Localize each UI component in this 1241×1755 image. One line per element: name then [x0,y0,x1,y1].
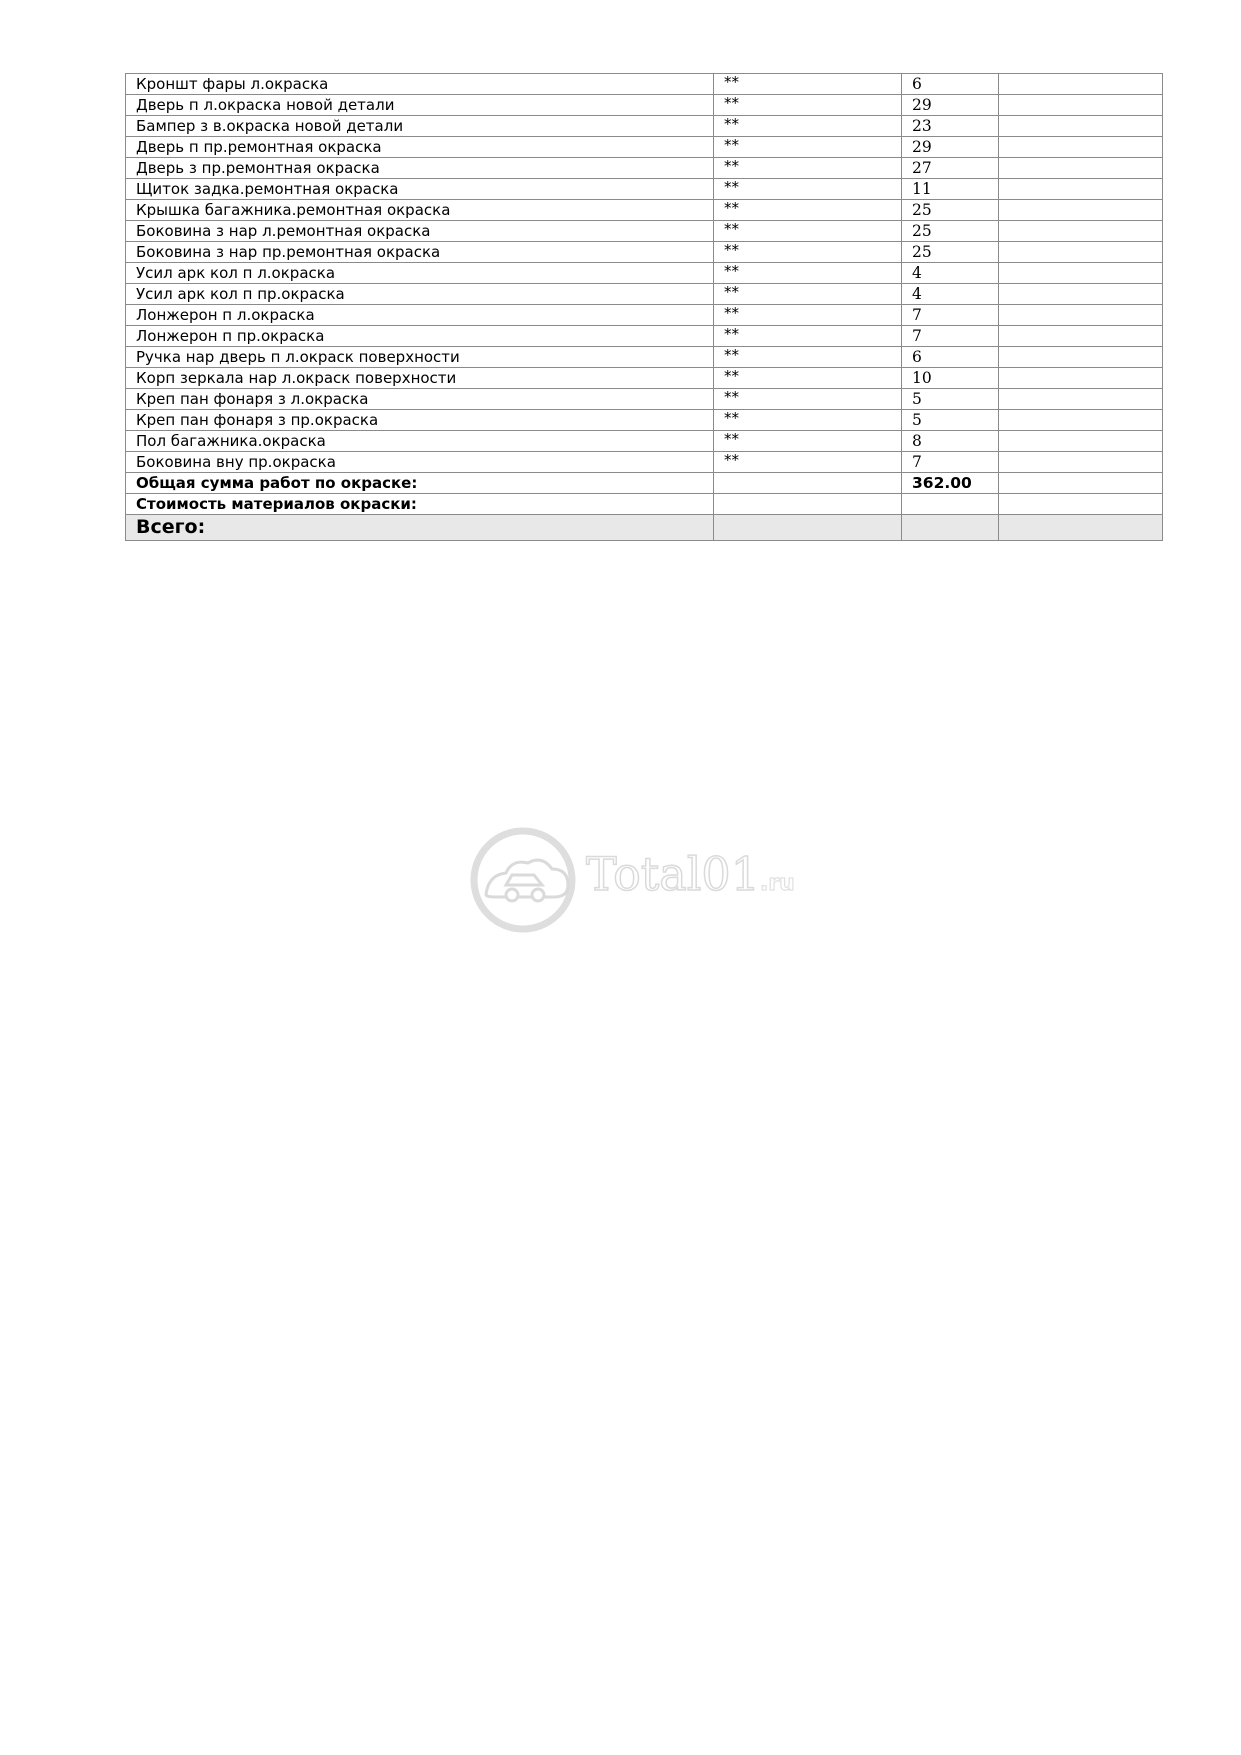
row-value-cell: 27 [902,158,999,179]
row-extra-cell [999,221,1163,242]
table-row [126,452,1163,473]
row-extra-cell [999,242,1163,263]
row-extra-cell [999,389,1163,410]
materials-cost-label: Стоимость материалов окраски: [126,494,714,515]
row-extra-cell [999,158,1163,179]
row-value-cell: 25 [902,221,999,242]
table-row [126,74,1163,95]
row-extra-cell [999,116,1163,137]
row-value-cell: 8 [902,431,999,452]
table-row [126,200,1163,221]
table-row [126,431,1163,452]
paint-works-rows [126,74,1163,473]
row-extra-cell [999,410,1163,431]
table-row [126,389,1163,410]
row-value-cell: 6 [902,74,999,95]
grand-total-row [126,515,1163,541]
watermark-name: Total01 [586,847,760,901]
row-value-cell: 25 [902,200,999,221]
paint-total-label: Общая сумма работ по окраске: [126,473,714,494]
grand-total-label: Всего: [126,515,714,541]
row-mark-cell: ** [714,368,902,389]
row-value-cell: 5 [902,410,999,431]
materials-cost-value-cell [902,494,999,515]
paint-total-extra-cell [999,473,1163,494]
row-value-cell: 7 [902,305,999,326]
row-extra-cell [999,326,1163,347]
row-mark-cell: ** [714,431,902,452]
row-name-cell: Корп зеркала нар л.окраск поверхности [126,368,714,389]
row-name-cell: Щиток задка.ремонтная окраска [126,179,714,200]
row-mark-cell: ** [714,137,902,158]
row-name-cell: Боковина з нар пр.ремонтная окраска [126,242,714,263]
row-extra-cell [999,74,1163,95]
table-row [126,326,1163,347]
table-row [126,242,1163,263]
row-extra-cell [999,431,1163,452]
row-name-cell: Дверь з пр.ремонтная окраска [126,158,714,179]
row-name-cell: Боковина з нар л.ремонтная окраска [126,221,714,242]
row-mark-cell: ** [714,158,902,179]
row-value-cell: 6 [902,347,999,368]
row-mark-cell: ** [714,200,902,221]
row-name-cell: Крышка багажника.ремонтная окраска [126,200,714,221]
table-row [126,95,1163,116]
row-extra-cell [999,95,1163,116]
car-cloud-icon [468,825,586,935]
row-value-cell: 10 [902,368,999,389]
row-mark-cell: ** [714,326,902,347]
row-value-cell: 5 [902,389,999,410]
table-row [126,221,1163,242]
row-name-cell: Креп пан фонаря з пр.окраска [126,410,714,431]
row-mark-cell: ** [714,410,902,431]
materials-cost-extra-cell [999,494,1163,515]
watermark-domain: .ru [759,871,795,896]
row-mark-cell: ** [714,116,902,137]
row-value-cell: 23 [902,116,999,137]
row-extra-cell [999,347,1163,368]
row-name-cell: Кроншт фары л.окраска [126,74,714,95]
row-value-cell: 4 [902,263,999,284]
row-value-cell: 29 [902,95,999,116]
row-mark-cell: ** [714,74,902,95]
grand-total-mark-cell [714,515,902,541]
row-name-cell: Бампер з в.окраска новой детали [126,116,714,137]
table-row [126,137,1163,158]
row-mark-cell: ** [714,347,902,368]
table-row [126,410,1163,431]
table-row [126,305,1163,326]
table-row [126,284,1163,305]
paint-works-table [125,73,1163,541]
paint-total-value: 362.00 [902,473,999,494]
row-mark-cell: ** [714,179,902,200]
row-mark-cell: ** [714,284,902,305]
grand-total-value-cell [902,515,999,541]
row-mark-cell: ** [714,305,902,326]
row-name-cell: Усил арк кол п пр.окраска [126,284,714,305]
row-name-cell: Лонжерон п л.окраска [126,305,714,326]
row-name-cell: Дверь п л.окраска новой детали [126,95,714,116]
row-name-cell: Лонжерон п пр.окраска [126,326,714,347]
row-extra-cell [999,137,1163,158]
paint-total-row [126,473,1163,494]
materials-cost-mark-cell [714,494,902,515]
watermark-logo-text [586,847,795,901]
row-mark-cell: ** [714,389,902,410]
row-value-cell: 4 [902,284,999,305]
row-extra-cell [999,452,1163,473]
watermark [468,825,795,935]
row-mark-cell: ** [714,95,902,116]
row-extra-cell [999,305,1163,326]
row-name-cell: Дверь п пр.ремонтная окраска [126,137,714,158]
row-extra-cell [999,263,1163,284]
row-value-cell: 29 [902,137,999,158]
table-row [126,347,1163,368]
table-row [126,116,1163,137]
row-value-cell: 25 [902,242,999,263]
row-mark-cell: ** [714,452,902,473]
row-mark-cell: ** [714,263,902,284]
row-value-cell: 11 [902,179,999,200]
row-extra-cell [999,179,1163,200]
grand-total-extra-cell [999,515,1163,541]
table-row [126,179,1163,200]
row-value-cell: 7 [902,326,999,347]
table-row [126,263,1163,284]
row-extra-cell [999,368,1163,389]
row-name-cell: Боковина вну пр.окраска [126,452,714,473]
row-extra-cell [999,200,1163,221]
table-row [126,368,1163,389]
row-name-cell: Креп пан фонаря з л.окраска [126,389,714,410]
row-extra-cell [999,284,1163,305]
row-name-cell: Пол багажника.окраска [126,431,714,452]
table-row [126,158,1163,179]
row-mark-cell: ** [714,221,902,242]
paint-total-mark-cell [714,473,902,494]
row-mark-cell: ** [714,242,902,263]
row-value-cell: 7 [902,452,999,473]
row-name-cell: Усил арк кол п л.окраска [126,263,714,284]
materials-cost-row [126,494,1163,515]
row-name-cell: Ручка нар дверь п л.окраск поверхности [126,347,714,368]
